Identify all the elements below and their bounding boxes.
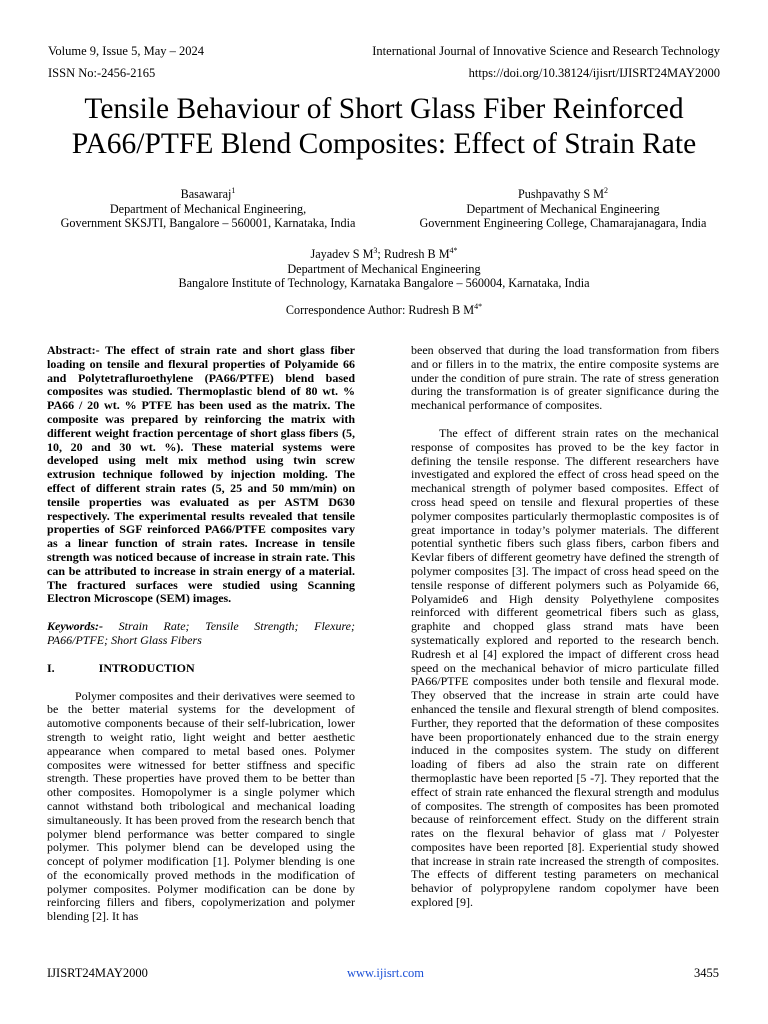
title-line-1: Tensile Behaviour of Short Glass Fiber Reinforced bbox=[84, 93, 684, 125]
title-line-2: PA66/PTFE Blend Composites: Effect of Strain Rate bbox=[71, 128, 697, 160]
author-institution: Government Engineering College, Chamarajanagara, India bbox=[419, 216, 707, 230]
author-department: Department of Mechanical Engineering, bbox=[109, 201, 307, 216]
author-name: Basawaraj$^1$ bbox=[180, 185, 236, 201]
footer-website-link[interactable]: www.ijisrt.com bbox=[347, 966, 424, 980]
author-block-1 bbox=[48, 187, 368, 231]
left-column bbox=[47, 344, 355, 924]
section-heading: I. INTRODUCTION bbox=[47, 660, 195, 675]
body-paragraph: The effect of different strain rates on the mechanical response of composites has proved to be the key factor in defining the tensile response. The different researchers have investigated and explored the effect of cross head speed on the mechanical strength of polymer based composites. Effect of cross head speed on tensile and flexural properties of these polymer composites particularly thermoplastic composites is of great importance in today’s polymer materials. The different potential synthetic fibers such glass fibers, carbon fibers and Kevlar fibers of different geometry have defined the strength of polymer composites [3]. The impact of cross head speed on the tensile response of different polymers such as Polyamide 66, Polyamide6 and High density Polyethylene composites reinforced with different geometrical fibers such as glass, graphite and chopped glass strand mats have been systematically explored and reported to the research bench. Rudresh et al [4] explored the impact of different cross head speed on the mechanical behavior of micro particulate filled PA66/PTFE composites under both tensile and flexural mode. They observed that the increase in strain arte could have enhanced the tensile and flexural strength of blend composites. Further, they reported that the deformation of these composites have been proportionately enhanced due to the strain energy induced in the composites system. The study on different loading of fibers ad also the strain rate on different thermoplastic have been reported [5 -7]. They reported that the effect of strain rate enhanced the flexural strength and modulus of composites. The strength of composites has been promoted because of reinforcement effect. Study on the different strain rates on the flexural behavior of glass mat / Polyester composites have been reported [8]. Experiential study showed that increase in strain rate increased the strength of composites. The effects of different testing parameters on mechanical behavior of polypropylene random copolymer have been explored [9]. bbox=[411, 425, 719, 910]
author-block-2 bbox=[398, 187, 728, 231]
author-institution: Bangalore Institute of Technology, Karnataka Bangalore – 560004, Karnataka, India bbox=[178, 276, 590, 290]
body-paragraph: been observed that during the load transformation from fibers and or fillers in to the matrix, the entire composite systems are under the condition of pure strain. The rate of stress generation during the transformation is of greater significance during the mechanical performance of composites. bbox=[411, 343, 719, 413]
doi-link[interactable]: https://doi.org/10.38124/ijisrt/IJISRT24MAY2000 bbox=[468, 66, 720, 80]
author-name: Jayadev S $M^3$; Rudresh B $M^{4*}$ bbox=[310, 245, 458, 261]
paper-title bbox=[20, 92, 748, 162]
issn: ISSN No:-2456-2165 bbox=[48, 66, 156, 80]
author-department: Department of Mechanical Engineering bbox=[466, 201, 660, 216]
volume-info: Volume 9, Issue 5, May – 2024 bbox=[48, 44, 205, 58]
abstract: Abstract:- The effect of strain rate and short glass fiber loading on tensile and flexural properties of Polyamide 66 and Polytetrafluroethylene (PA66/PTFE) blend based composites was studied. Thermoplastic blend of 80 wt. % PA66 / 20 wt. % PTFE has been used as the matrix. The composite was prepared by reinforcing the matrix with different weight fraction percentage of short glass fibers (5, 10, 20 and 30 wt. %). These material systems were developed using melt mix method using twin screw extrusion technique followed by injection molding. The effect of different strain rates (5, 25 and 50 mm/min) on tensile properties was evaluated as per ASTM D630 respectively. The experimental results revealed that tensile properties of SGF reinforced PA66/PTFE composites vary as a linear function of strain rates. Increase in tensile strength was noticed because of increase in strain rate. This can be attributed to increase in strain energy of a material. The fractured surfaces were studied using Scanning Electron Microscope (SEM) images. bbox=[47, 343, 355, 606]
footer-paper-id: IJISRT24MAY2000 bbox=[47, 966, 148, 980]
right-column bbox=[411, 344, 719, 910]
intro-paragraph: Polymer composites and their derivatives were seemed to be the better material systems for the development of automotive components because of their self-lubrication, lower strength to weight ratio, light weight and better aesthetic appearance when compared to metal based ones. Polymer composites were witnessed for better stiffness and specific strength. These properties have proved them to be better than other composites. Homopolymer is a single polymer which cannot withstand both tribological and mechanical loading simultaneously. It has been proved from the research bench that polymer blend performance was better compared to single polymer. This polymer blend can be developed using the concept of polymer modification [1]. Polymer blending is one of the economically proved methods in the modification of polymer composites. Polymer modification can be done by reinforcing fillers and fibers, copolymerization and polymer blending [2]. It has bbox=[47, 688, 355, 924]
keywords: Keywords:- Strain Rate; Tensile Strength; Flexure; PA66/PTFE; Short Glass Fibers bbox=[47, 619, 355, 647]
page-number: 3455 bbox=[694, 966, 719, 980]
author-department: Department of Mechanical Engineering bbox=[287, 261, 481, 276]
correspondence-author: Correspondence Author: Rudresh B $M^{4*}$ bbox=[285, 301, 483, 317]
author-institution: Government SKSJTI, Bangalore – 560001, Karnataka, India bbox=[60, 216, 356, 230]
journal-name: International Journal of Innovative Science and Research Technology bbox=[372, 44, 720, 58]
author-name: Pushpavathy S $M^2$ bbox=[518, 185, 608, 201]
author-block-3 bbox=[48, 247, 720, 291]
